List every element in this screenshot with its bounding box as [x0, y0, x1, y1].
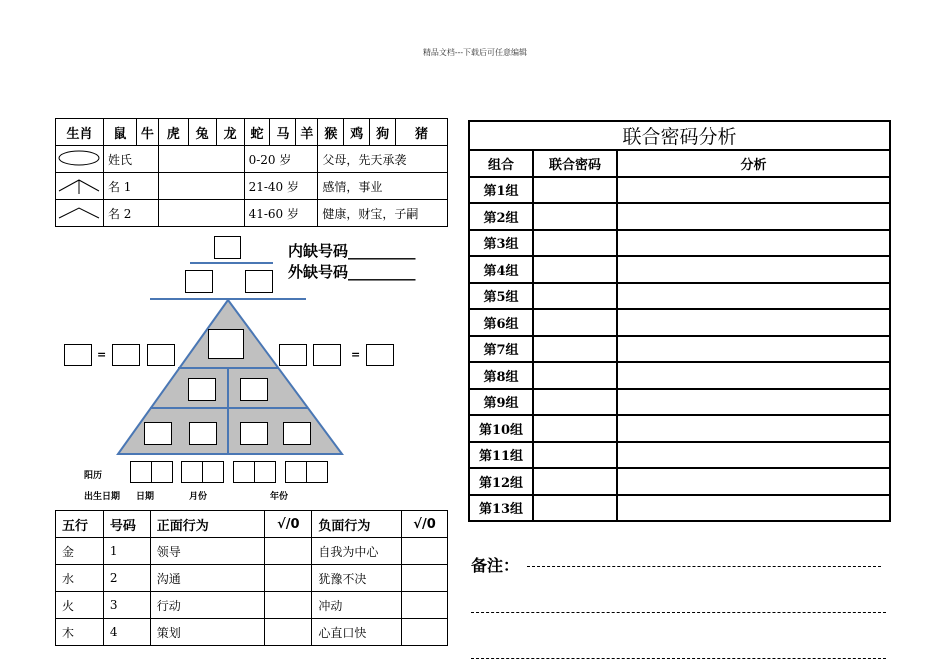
table-cell: 金	[56, 538, 104, 565]
analysis-cell[interactable]	[617, 283, 890, 310]
number-box[interactable]	[283, 422, 311, 445]
group-label: 第7组	[469, 336, 533, 363]
group-label: 第6组	[469, 309, 533, 336]
number-box[interactable]	[240, 422, 268, 445]
zodiac-animal: 牛	[136, 119, 158, 146]
analysis-cell[interactable]	[617, 495, 890, 522]
table-cell: 水	[56, 565, 104, 592]
month-label: 月份	[189, 492, 208, 502]
equals-sign: =	[97, 348, 107, 361]
year-label: 年份	[270, 492, 289, 502]
analysis-row	[469, 336, 890, 363]
check-cell[interactable]	[265, 619, 312, 646]
zodiac-row-meaning: 感情，事业	[318, 173, 448, 200]
table-row	[56, 619, 448, 646]
table-row	[56, 538, 448, 565]
zodiac-row-age: 41-60 岁	[244, 200, 318, 227]
table-cell: 1	[103, 538, 150, 565]
table-cell: 木	[56, 619, 104, 646]
zodiac-row-age: 0-20 岁	[244, 146, 318, 173]
zodiac-row	[56, 146, 448, 173]
zodiac-animal: 猴	[318, 119, 344, 146]
table-cell: 3	[103, 592, 150, 619]
analysis-cell[interactable]	[617, 256, 890, 283]
five-elements-header-row	[56, 511, 448, 538]
analysis-title: 联合密码分析	[469, 121, 890, 150]
table-cell: 自我为中心	[312, 538, 402, 565]
number-box[interactable]	[245, 270, 273, 293]
solar-label: 阳历	[84, 471, 103, 481]
zodiac-animal: 鸡	[344, 119, 370, 146]
notes-label: 备注：	[471, 556, 520, 575]
number-box[interactable]	[144, 422, 172, 445]
zodiac-table	[55, 118, 448, 227]
combined-code-cell[interactable]	[533, 336, 617, 363]
analysis-row	[469, 203, 890, 230]
roof-icon	[56, 200, 104, 227]
analysis-cell[interactable]	[617, 230, 890, 257]
notes-line[interactable]	[471, 658, 886, 659]
date-digit-box[interactable]	[285, 461, 307, 483]
number-box[interactable]	[279, 344, 307, 366]
column-header: 联合密码	[533, 150, 617, 177]
equals-sign: =	[351, 348, 361, 361]
check-cell[interactable]	[265, 565, 312, 592]
five-elements-table	[55, 510, 448, 646]
combined-code-cell[interactable]	[533, 230, 617, 257]
number-box[interactable]	[147, 344, 175, 366]
number-box[interactable]	[189, 422, 217, 445]
number-box[interactable]	[188, 378, 216, 401]
zodiac-animal: 蛇	[244, 119, 270, 146]
date-digit-box[interactable]	[306, 461, 328, 483]
analysis-cell[interactable]	[617, 336, 890, 363]
zodiac-animal: 羊	[296, 119, 318, 146]
combined-code-cell[interactable]	[533, 256, 617, 283]
combined-code-cell[interactable]	[533, 309, 617, 336]
column-header: √/0	[265, 511, 312, 538]
table-cell: 行动	[150, 592, 265, 619]
zodiac-row-name: 姓氏	[103, 146, 158, 173]
analysis-cell[interactable]	[617, 442, 890, 469]
day-label: 日期	[136, 492, 155, 502]
notes-line[interactable]	[527, 566, 881, 567]
date-digit-box[interactable]	[254, 461, 276, 483]
number-box[interactable]	[185, 270, 213, 293]
roof-arrow-icon	[56, 173, 104, 200]
group-label: 第13组	[469, 495, 533, 522]
combined-code-cell[interactable]	[533, 415, 617, 442]
number-box[interactable]	[240, 378, 268, 401]
table-row	[56, 565, 448, 592]
combined-code-cell[interactable]	[533, 177, 617, 204]
group-label: 第4组	[469, 256, 533, 283]
combined-code-cell[interactable]	[533, 389, 617, 416]
table-cell: 火	[56, 592, 104, 619]
outer-missing-label: 外缺号码_________	[288, 263, 416, 281]
number-box[interactable]	[313, 344, 341, 366]
group-label: 第1组	[469, 177, 533, 204]
table-cell: 沟通	[150, 565, 265, 592]
table-cell: 4	[103, 619, 150, 646]
analysis-row	[469, 495, 890, 522]
group-label: 第11组	[469, 442, 533, 469]
right-result-box[interactable]	[366, 344, 394, 366]
zodiac-row-age: 21-40 岁	[244, 173, 318, 200]
check-cell[interactable]	[402, 592, 448, 619]
analysis-cell[interactable]	[617, 415, 890, 442]
group-label: 第9组	[469, 389, 533, 416]
analysis-row	[469, 177, 890, 204]
combined-code-cell[interactable]	[533, 362, 617, 389]
analysis-cell[interactable]	[617, 362, 890, 389]
zodiac-animal: 虎	[158, 119, 188, 146]
zodiac-animal: 马	[270, 119, 296, 146]
analysis-row	[469, 389, 890, 416]
column-header: 五行	[56, 511, 104, 538]
group-label: 第5组	[469, 283, 533, 310]
zodiac-row-meaning: 健康，财宝，子嗣	[318, 200, 448, 227]
table-cell: 策划	[150, 619, 265, 646]
analysis-row	[469, 362, 890, 389]
zodiac-animal: 兔	[188, 119, 216, 146]
analysis-row	[469, 468, 890, 495]
zodiac-animal: 鼠	[103, 119, 136, 146]
date-digit-box[interactable]	[130, 461, 152, 483]
zodiac-row-name: 名 1	[103, 173, 158, 200]
analysis-header-row	[469, 150, 890, 177]
column-header: 号码	[103, 511, 150, 538]
group-label: 第10组	[469, 415, 533, 442]
analysis-cell[interactable]	[617, 177, 890, 204]
table-cell: 2	[103, 565, 150, 592]
zodiac-animal: 狗	[370, 119, 396, 146]
table-cell: 领导	[150, 538, 265, 565]
table-cell: 犹豫不决	[312, 565, 402, 592]
column-header: 组合	[469, 150, 533, 177]
zodiac-header-label: 生肖	[56, 119, 104, 146]
check-cell[interactable]	[402, 538, 448, 565]
analysis-row	[469, 415, 890, 442]
page-header: 精品文档---下载后可任意编辑	[422, 48, 528, 57]
analysis-row	[469, 256, 890, 283]
zodiac-animal: 猪	[396, 119, 448, 146]
check-cell[interactable]	[402, 619, 448, 646]
group-label: 第3组	[469, 230, 533, 257]
analysis-row	[469, 230, 890, 257]
combined-code-cell[interactable]	[533, 495, 617, 522]
analysis-row	[469, 442, 890, 469]
column-header: 正面行为	[150, 511, 265, 538]
combined-code-cell[interactable]	[533, 283, 617, 310]
date-digit-box[interactable]	[233, 461, 255, 483]
table-row	[56, 592, 448, 619]
top-number-box[interactable]	[214, 236, 241, 259]
birthdate-label: 出生日期	[84, 492, 121, 502]
check-cell[interactable]	[265, 538, 312, 565]
date-digit-box[interactable]	[181, 461, 203, 483]
combined-code-analysis-table	[468, 120, 891, 522]
analysis-cell[interactable]	[617, 468, 890, 495]
analysis-row	[469, 309, 890, 336]
column-header: √/0	[402, 511, 448, 538]
combined-code-cell[interactable]	[533, 468, 617, 495]
column-header: 分析	[617, 150, 890, 177]
combined-code-cell[interactable]	[533, 203, 617, 230]
analysis-cell[interactable]	[617, 309, 890, 336]
zodiac-row-name: 名 2	[103, 200, 158, 227]
ellipse-icon	[56, 146, 104, 173]
left-result-box[interactable]	[64, 344, 92, 366]
analysis-row	[469, 283, 890, 310]
group-label: 第2组	[469, 203, 533, 230]
table-cell: 冲动	[312, 592, 402, 619]
zodiac-row-meaning: 父母，先天承袭	[318, 146, 448, 173]
analysis-cell[interactable]	[617, 389, 890, 416]
analysis-cell[interactable]	[617, 203, 890, 230]
column-header: 负面行为	[312, 511, 402, 538]
zodiac-row	[56, 200, 448, 227]
number-box[interactable]	[112, 344, 140, 366]
apex-number-box[interactable]	[208, 329, 244, 359]
zodiac-header-row	[56, 119, 448, 146]
group-label: 第12组	[469, 468, 533, 495]
zodiac-row	[56, 173, 448, 200]
date-digit-box[interactable]	[151, 461, 173, 483]
combined-code-cell[interactable]	[533, 442, 617, 469]
group-label: 第8组	[469, 362, 533, 389]
inner-missing-label: 内缺号码_________	[288, 242, 416, 260]
check-cell[interactable]	[265, 592, 312, 619]
analysis-title-row	[469, 121, 890, 150]
date-digit-box[interactable]	[202, 461, 224, 483]
notes-line[interactable]	[471, 612, 886, 613]
table-cell: 心直口快	[312, 619, 402, 646]
zodiac-animal: 龙	[216, 119, 244, 146]
check-cell[interactable]	[402, 565, 448, 592]
